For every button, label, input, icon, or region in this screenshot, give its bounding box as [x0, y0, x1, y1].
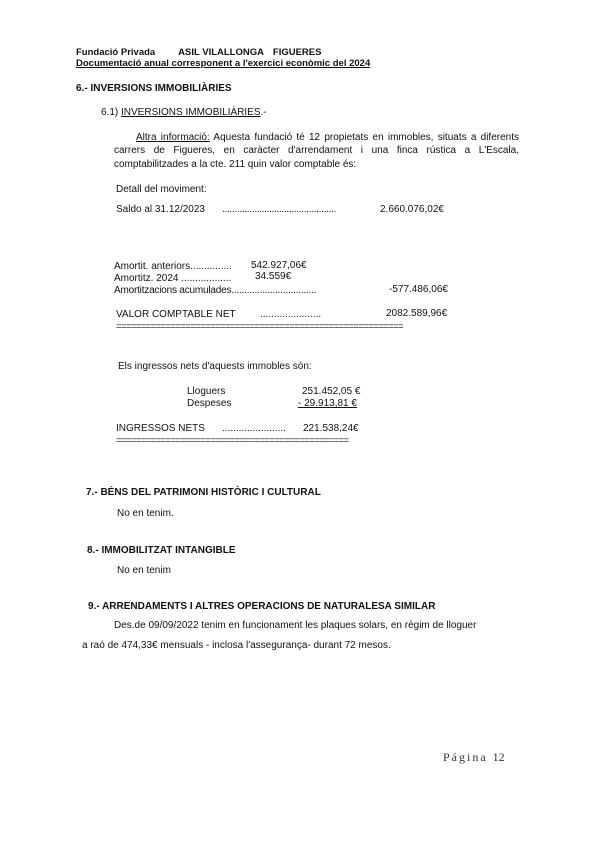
- page-label: Página: [443, 750, 488, 764]
- header-org: [76, 47, 321, 58]
- info-label: Altra informació:: [136, 132, 210, 143]
- subsection-title: INVERSIONS IMMOBILIÀRIES: [121, 107, 261, 118]
- ingressos-value: 221.538,24€: [303, 423, 359, 434]
- amort-2024-value: 34.559€: [255, 271, 292, 282]
- vcn-value: 2082.589,96€: [386, 308, 448, 319]
- income-intro: Els ingressos nets d'aquests immobles són:: [118, 361, 312, 372]
- vcn-label: VALOR COMPTABLE NET: [116, 309, 236, 320]
- ingressos-double-rule: ===============================================: [116, 435, 349, 446]
- section-6-heading: 6.- INVERSIONS IMMOBILIÀRIES: [76, 83, 232, 94]
- subsection-6-1-title: [101, 107, 267, 118]
- amort-acum-label: Amortitzacions acumulades.................................: [114, 285, 317, 296]
- detail-label: Detall del moviment:: [116, 184, 207, 195]
- header-city: FIGUERES: [272, 47, 322, 58]
- saldo-label: Saldo al 31.12/2023: [116, 204, 205, 215]
- section-8-heading: 8.- IMMOBILITZAT INTANGIBLE: [87, 545, 236, 556]
- section-9-line-2: a raó de 474,33€ mensuals - inclosa l'assegurança- durant 72 mesos.: [82, 640, 391, 651]
- amort-ant-label: Amortit. anteriors...............: [114, 261, 232, 272]
- amort-acum-value: -577.486,06€: [389, 284, 448, 295]
- header-org-type: Fundació Privada: [76, 47, 156, 58]
- lloguers-label: Lloguers: [187, 386, 226, 397]
- header-org-name: ASIL VILALLONGA: [178, 47, 264, 58]
- ingressos-label: INGRESSOS NETS: [116, 423, 205, 434]
- section-7-text: No en tenim.: [117, 508, 174, 519]
- vcn-double-rule: ==========================================================: [116, 321, 403, 332]
- section-8-text: No en tenim: [117, 565, 171, 576]
- header-subtitle: Documentació anual corresponent a l'exercici econòmic del 2024: [76, 58, 371, 69]
- despeses-value: - 29.913,81 €: [298, 398, 357, 409]
- page-number: 12: [492, 750, 505, 764]
- despeses-label: Despeses: [187, 398, 232, 409]
- info-paragraph: [114, 131, 519, 171]
- section-7-heading: 7.- BÉNS DEL PATRIMONI HISTÒRIC I CULTURAL: [86, 487, 321, 498]
- subsection-number: 6.1): [101, 107, 119, 118]
- section-9-heading: 9.- ARRENDAMENTS I ALTRES OPERACIONS DE NATURALESA SIMILAR: [88, 601, 436, 612]
- amort-2024-label: Amortitz. 2024 ..................: [114, 273, 232, 284]
- saldo-dots: ..............................................: [222, 204, 337, 215]
- vcn-dots: ......................: [260, 309, 322, 320]
- saldo-value: 2.660.076,02€: [380, 204, 444, 215]
- info-text: Aquesta fundació té 12 propietats en immobles, situats a diferents carrers de Figueres, en caràcter d'arrendament i una finca rústica a L'Escala, comptabilitzades a la cte. 211 quin valor comptable és:: [114, 132, 519, 170]
- subsection-suffix: .-: [260, 107, 267, 118]
- amort-ant-value: 542.927,06€: [251, 260, 307, 271]
- lloguers-value: 251.452,05 €: [302, 386, 361, 397]
- section-9-line-1: Des.de 09/09/2022 tenim en funcionament les plaques solars, en règim de lloguer: [114, 620, 477, 631]
- page-footer: [443, 750, 505, 765]
- ingressos-dots: .......................: [222, 423, 286, 434]
